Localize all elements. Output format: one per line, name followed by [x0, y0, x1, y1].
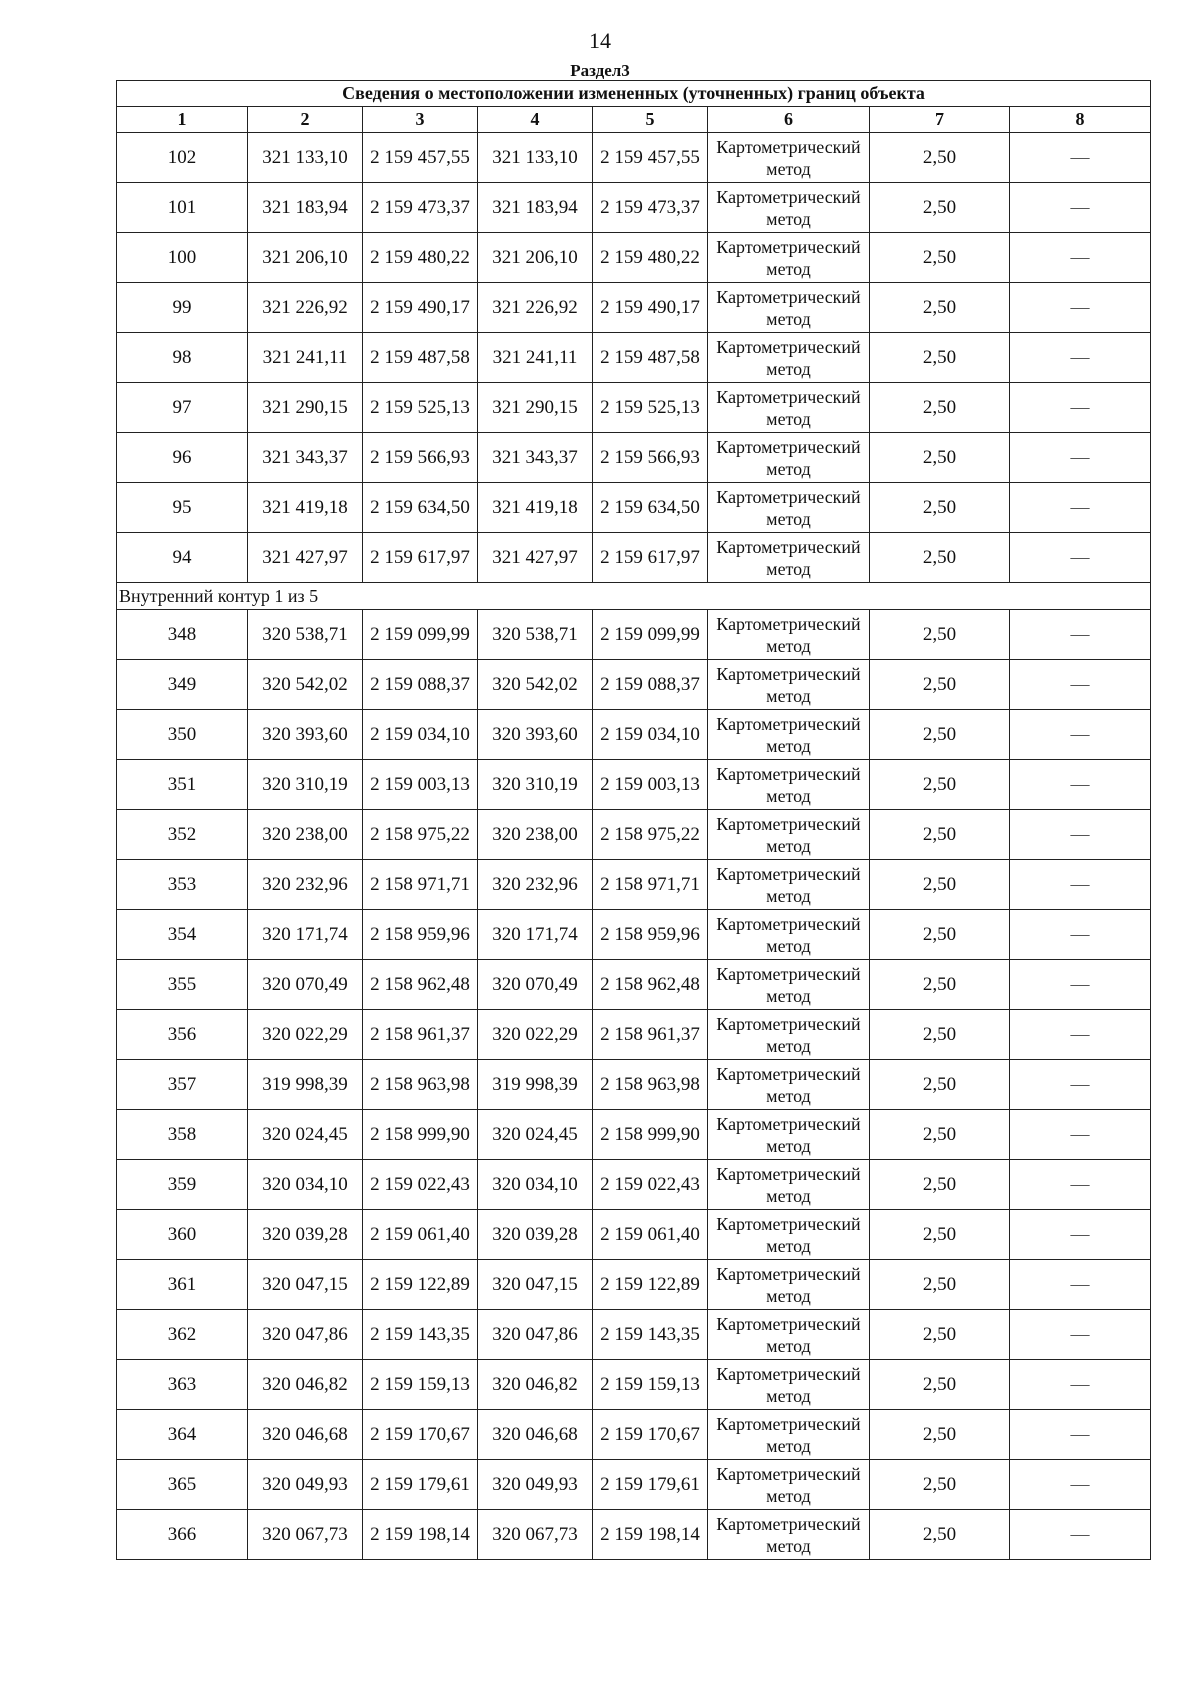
method-cell: Картометрический метод	[708, 233, 870, 283]
x-coordinate-new: 320 393,60	[478, 710, 593, 760]
note-cell: —	[1010, 1460, 1151, 1510]
y-coordinate-new: 2 159 159,13	[593, 1360, 708, 1410]
point-number: 350	[117, 710, 248, 760]
point-number: 362	[117, 1310, 248, 1360]
column-number: 4	[478, 107, 593, 133]
y-coordinate-new: 2 158 962,48	[593, 960, 708, 1010]
method-cell: Картометрический метод	[708, 1060, 870, 1110]
y-coordinate: 2 159 487,58	[363, 333, 478, 383]
y-coordinate-new: 2 158 961,37	[593, 1010, 708, 1060]
x-coordinate-new: 321 419,18	[478, 483, 593, 533]
accuracy-cell: 2,50	[870, 960, 1010, 1010]
accuracy-cell: 2,50	[870, 483, 1010, 533]
y-coordinate-new: 2 159 061,40	[593, 1210, 708, 1260]
y-coordinate: 2 158 959,96	[363, 910, 478, 960]
column-number: 7	[870, 107, 1010, 133]
y-coordinate: 2 159 061,40	[363, 1210, 478, 1260]
point-number: 355	[117, 960, 248, 1010]
note-cell: —	[1010, 283, 1151, 333]
point-number: 96	[117, 433, 248, 483]
point-number: 99	[117, 283, 248, 333]
table-row	[117, 1160, 1151, 1210]
y-coordinate: 2 159 003,13	[363, 760, 478, 810]
x-coordinate-new: 320 238,00	[478, 810, 593, 860]
x-coordinate-new: 321 133,10	[478, 133, 593, 183]
column-number: 3	[363, 107, 478, 133]
y-coordinate: 2 159 143,35	[363, 1310, 478, 1360]
x-coordinate-new: 321 241,11	[478, 333, 593, 383]
table-row	[117, 1110, 1151, 1160]
point-number: 98	[117, 333, 248, 383]
x-coordinate-new: 320 039,28	[478, 1210, 593, 1260]
x-coordinate-new: 320 047,86	[478, 1310, 593, 1360]
point-number: 358	[117, 1110, 248, 1160]
method-cell: Картометрический метод	[708, 383, 870, 433]
note-cell: —	[1010, 610, 1151, 660]
column-number: 5	[593, 107, 708, 133]
x-coordinate-new: 320 070,49	[478, 960, 593, 1010]
point-number: 366	[117, 1510, 248, 1560]
x-coordinate: 320 232,96	[248, 860, 363, 910]
table-row	[117, 860, 1151, 910]
accuracy-cell: 2,50	[870, 183, 1010, 233]
point-number: 359	[117, 1160, 248, 1210]
accuracy-cell: 2,50	[870, 433, 1010, 483]
x-coordinate-new: 320 310,19	[478, 760, 593, 810]
y-coordinate-new: 2 158 999,90	[593, 1110, 708, 1160]
accuracy-cell: 2,50	[870, 1410, 1010, 1460]
x-coordinate: 320 047,86	[248, 1310, 363, 1360]
accuracy-cell: 2,50	[870, 1360, 1010, 1410]
y-coordinate-new: 2 159 457,55	[593, 133, 708, 183]
y-coordinate: 2 159 099,99	[363, 610, 478, 660]
contour-row	[117, 583, 1151, 610]
column-number: 1	[117, 107, 248, 133]
x-coordinate-new: 320 067,73	[478, 1510, 593, 1560]
column-number: 6	[708, 107, 870, 133]
method-cell: Картометрический метод	[708, 1160, 870, 1210]
note-cell: —	[1010, 1010, 1151, 1060]
contour-label: Внутренний контур 1 из 5	[117, 583, 1151, 610]
x-coordinate: 320 039,28	[248, 1210, 363, 1260]
table-row	[117, 660, 1151, 710]
method-cell: Картометрический метод	[708, 1310, 870, 1360]
accuracy-cell: 2,50	[870, 1210, 1010, 1260]
accuracy-cell: 2,50	[870, 133, 1010, 183]
y-coordinate: 2 158 999,90	[363, 1110, 478, 1160]
column-number: 2	[248, 107, 363, 133]
accuracy-cell: 2,50	[870, 233, 1010, 283]
x-coordinate-new: 320 046,68	[478, 1410, 593, 1460]
x-coordinate: 319 998,39	[248, 1060, 363, 1110]
method-cell: Картометрический метод	[708, 910, 870, 960]
y-coordinate: 2 159 457,55	[363, 133, 478, 183]
note-cell: —	[1010, 760, 1151, 810]
table-row	[117, 433, 1151, 483]
point-number: 361	[117, 1260, 248, 1310]
y-coordinate: 2 159 088,37	[363, 660, 478, 710]
x-coordinate: 320 171,74	[248, 910, 363, 960]
accuracy-cell: 2,50	[870, 383, 1010, 433]
x-coordinate-new: 320 046,82	[478, 1360, 593, 1410]
table-row	[117, 533, 1151, 583]
table-row	[117, 1410, 1151, 1460]
point-number: 101	[117, 183, 248, 233]
method-cell: Картометрический метод	[708, 710, 870, 760]
note-cell: —	[1010, 433, 1151, 483]
method-cell: Картометрический метод	[708, 1460, 870, 1510]
method-cell: Картометрический метод	[708, 860, 870, 910]
note-cell: —	[1010, 233, 1151, 283]
accuracy-cell: 2,50	[870, 610, 1010, 660]
accuracy-cell: 2,50	[870, 1310, 1010, 1360]
x-coordinate: 320 047,15	[248, 1260, 363, 1310]
x-coordinate: 320 046,68	[248, 1410, 363, 1460]
note-cell: —	[1010, 1110, 1151, 1160]
table-title: Сведения о местоположении измененных (уточненных) границ объекта	[117, 81, 1151, 107]
table-row	[117, 233, 1151, 283]
table-row	[117, 610, 1151, 660]
point-number: 357	[117, 1060, 248, 1110]
accuracy-cell: 2,50	[870, 1060, 1010, 1110]
method-cell: Картометрический метод	[708, 1210, 870, 1260]
point-number: 352	[117, 810, 248, 860]
point-number: 360	[117, 1210, 248, 1260]
accuracy-cell: 2,50	[870, 283, 1010, 333]
table-row	[117, 383, 1151, 433]
y-coordinate: 2 159 617,97	[363, 533, 478, 583]
y-coordinate: 2 158 961,37	[363, 1010, 478, 1060]
y-coordinate-new: 2 158 971,71	[593, 860, 708, 910]
table-row	[117, 1210, 1151, 1260]
y-coordinate: 2 159 159,13	[363, 1360, 478, 1410]
x-coordinate: 320 046,82	[248, 1360, 363, 1410]
point-number: 364	[117, 1410, 248, 1460]
point-number: 356	[117, 1010, 248, 1060]
accuracy-cell: 2,50	[870, 1260, 1010, 1310]
column-number: 8	[1010, 107, 1151, 133]
y-coordinate: 2 159 566,93	[363, 433, 478, 483]
table-row	[117, 283, 1151, 333]
y-coordinate-new: 2 159 003,13	[593, 760, 708, 810]
accuracy-cell: 2,50	[870, 333, 1010, 383]
y-coordinate-new: 2 159 099,99	[593, 610, 708, 660]
note-cell: —	[1010, 960, 1151, 1010]
note-cell: —	[1010, 810, 1151, 860]
y-coordinate-new: 2 159 143,35	[593, 1310, 708, 1360]
accuracy-cell: 2,50	[870, 1510, 1010, 1560]
y-coordinate-new: 2 159 179,61	[593, 1460, 708, 1510]
x-coordinate-new: 320 024,45	[478, 1110, 593, 1160]
y-coordinate: 2 159 179,61	[363, 1460, 478, 1510]
y-coordinate-new: 2 159 170,67	[593, 1410, 708, 1460]
point-number: 353	[117, 860, 248, 910]
accuracy-cell: 2,50	[870, 1160, 1010, 1210]
accuracy-cell: 2,50	[870, 760, 1010, 810]
point-number: 349	[117, 660, 248, 710]
x-coordinate-new: 320 232,96	[478, 860, 593, 910]
y-coordinate-new: 2 158 975,22	[593, 810, 708, 860]
x-coordinate-new: 320 049,93	[478, 1460, 593, 1510]
column-number-row	[117, 107, 1151, 133]
table-row	[117, 1260, 1151, 1310]
x-coordinate: 321 183,94	[248, 183, 363, 233]
y-coordinate-new: 2 159 617,97	[593, 533, 708, 583]
x-coordinate: 320 024,45	[248, 1110, 363, 1160]
x-coordinate: 320 034,10	[248, 1160, 363, 1210]
note-cell: —	[1010, 483, 1151, 533]
table-row	[117, 333, 1151, 383]
x-coordinate-new: 320 047,15	[478, 1260, 593, 1310]
x-coordinate: 321 419,18	[248, 483, 363, 533]
method-cell: Картометрический метод	[708, 533, 870, 583]
accuracy-cell: 2,50	[870, 660, 1010, 710]
note-cell: —	[1010, 860, 1151, 910]
x-coordinate: 321 241,11	[248, 333, 363, 383]
table-row	[117, 810, 1151, 860]
point-number: 351	[117, 760, 248, 810]
accuracy-cell: 2,50	[870, 810, 1010, 860]
point-number: 354	[117, 910, 248, 960]
method-cell: Картометрический метод	[708, 1360, 870, 1410]
x-coordinate-new: 319 998,39	[478, 1060, 593, 1110]
note-cell: —	[1010, 660, 1151, 710]
point-number: 102	[117, 133, 248, 183]
x-coordinate: 321 133,10	[248, 133, 363, 183]
x-coordinate-new: 321 427,97	[478, 533, 593, 583]
method-cell: Картометрический метод	[708, 483, 870, 533]
y-coordinate-new: 2 159 480,22	[593, 233, 708, 283]
table-row	[117, 760, 1151, 810]
y-coordinate: 2 158 975,22	[363, 810, 478, 860]
x-coordinate: 320 310,19	[248, 760, 363, 810]
y-coordinate-new: 2 159 525,13	[593, 383, 708, 433]
x-coordinate-new: 320 171,74	[478, 910, 593, 960]
page-number: 14	[589, 28, 611, 53]
x-coordinate: 320 022,29	[248, 1010, 363, 1060]
x-coordinate-new: 321 206,10	[478, 233, 593, 283]
x-coordinate: 321 206,10	[248, 233, 363, 283]
point-number: 94	[117, 533, 248, 583]
x-coordinate: 321 343,37	[248, 433, 363, 483]
table-row	[117, 183, 1151, 233]
y-coordinate-new: 2 159 122,89	[593, 1260, 708, 1310]
point-number: 363	[117, 1360, 248, 1410]
y-coordinate: 2 159 490,17	[363, 283, 478, 333]
accuracy-cell: 2,50	[870, 1460, 1010, 1510]
y-coordinate: 2 159 480,22	[363, 233, 478, 283]
table-row	[117, 1460, 1151, 1510]
note-cell: —	[1010, 183, 1151, 233]
y-coordinate-new: 2 158 959,96	[593, 910, 708, 960]
method-cell: Картометрический метод	[708, 1010, 870, 1060]
y-coordinate-new: 2 159 088,37	[593, 660, 708, 710]
point-number: 348	[117, 610, 248, 660]
method-cell: Картометрический метод	[708, 433, 870, 483]
x-coordinate: 320 538,71	[248, 610, 363, 660]
accuracy-cell: 2,50	[870, 1010, 1010, 1060]
point-number: 97	[117, 383, 248, 433]
y-coordinate: 2 159 634,50	[363, 483, 478, 533]
y-coordinate-new: 2 158 963,98	[593, 1060, 708, 1110]
y-coordinate-new: 2 159 634,50	[593, 483, 708, 533]
y-coordinate-new: 2 159 490,17	[593, 283, 708, 333]
y-coordinate-new: 2 159 198,14	[593, 1510, 708, 1560]
accuracy-cell: 2,50	[870, 860, 1010, 910]
table-row	[117, 1010, 1151, 1060]
y-coordinate: 2 159 198,14	[363, 1510, 478, 1560]
y-coordinate: 2 159 022,43	[363, 1160, 478, 1210]
x-coordinate-new: 321 290,15	[478, 383, 593, 433]
y-coordinate-new: 2 159 487,58	[593, 333, 708, 383]
x-coordinate: 320 542,02	[248, 660, 363, 710]
table-row	[117, 133, 1151, 183]
table-row	[117, 710, 1151, 760]
point-number: 95	[117, 483, 248, 533]
note-cell: —	[1010, 1360, 1151, 1410]
x-coordinate-new: 320 034,10	[478, 1160, 593, 1210]
table-row	[117, 1060, 1151, 1110]
note-cell: —	[1010, 1260, 1151, 1310]
note-cell: —	[1010, 710, 1151, 760]
method-cell: Картометрический метод	[708, 333, 870, 383]
x-coordinate: 320 238,00	[248, 810, 363, 860]
note-cell: —	[1010, 1410, 1151, 1460]
method-cell: Картометрический метод	[708, 610, 870, 660]
note-cell: —	[1010, 910, 1151, 960]
y-coordinate: 2 159 170,67	[363, 1410, 478, 1460]
x-coordinate: 320 393,60	[248, 710, 363, 760]
method-cell: Картометрический метод	[708, 1110, 870, 1160]
method-cell: Картометрический метод	[708, 283, 870, 333]
accuracy-cell: 2,50	[870, 1110, 1010, 1160]
note-cell: —	[1010, 1310, 1151, 1360]
x-coordinate-new: 320 538,71	[478, 610, 593, 660]
method-cell: Картометрический метод	[708, 660, 870, 710]
x-coordinate-new: 320 022,29	[478, 1010, 593, 1060]
x-coordinate: 320 067,73	[248, 1510, 363, 1560]
x-coordinate: 321 290,15	[248, 383, 363, 433]
table-row	[117, 1510, 1151, 1560]
y-coordinate-new: 2 159 566,93	[593, 433, 708, 483]
x-coordinate-new: 321 226,92	[478, 283, 593, 333]
y-coordinate: 2 158 963,98	[363, 1060, 478, 1110]
y-coordinate-new: 2 159 034,10	[593, 710, 708, 760]
y-coordinate: 2 159 525,13	[363, 383, 478, 433]
method-cell: Картометрический метод	[708, 960, 870, 1010]
table-row	[117, 1310, 1151, 1360]
method-cell: Картометрический метод	[708, 1510, 870, 1560]
note-cell: —	[1010, 1060, 1151, 1110]
x-coordinate: 320 070,49	[248, 960, 363, 1010]
note-cell: —	[1010, 1510, 1151, 1560]
section-title: Раздел3	[570, 61, 630, 80]
y-coordinate: 2 159 473,37	[363, 183, 478, 233]
x-coordinate: 320 049,93	[248, 1460, 363, 1510]
note-cell: —	[1010, 1210, 1151, 1260]
note-cell: —	[1010, 133, 1151, 183]
y-coordinate-new: 2 159 473,37	[593, 183, 708, 233]
table-row	[117, 483, 1151, 533]
x-coordinate-new: 321 183,94	[478, 183, 593, 233]
method-cell: Картометрический метод	[708, 133, 870, 183]
y-coordinate-new: 2 159 022,43	[593, 1160, 708, 1210]
method-cell: Картометрический метод	[708, 183, 870, 233]
note-cell: —	[1010, 333, 1151, 383]
y-coordinate: 2 159 122,89	[363, 1260, 478, 1310]
note-cell: —	[1010, 1160, 1151, 1210]
y-coordinate: 2 158 962,48	[363, 960, 478, 1010]
note-cell: —	[1010, 383, 1151, 433]
table-row	[117, 960, 1151, 1010]
table-row	[117, 910, 1151, 960]
y-coordinate: 2 159 034,10	[363, 710, 478, 760]
boundary-table	[116, 80, 1151, 1560]
x-coordinate-new: 321 343,37	[478, 433, 593, 483]
table-body	[117, 133, 1151, 1560]
x-coordinate: 321 226,92	[248, 283, 363, 333]
accuracy-cell: 2,50	[870, 533, 1010, 583]
x-coordinate: 321 427,97	[248, 533, 363, 583]
x-coordinate-new: 320 542,02	[478, 660, 593, 710]
method-cell: Картометрический метод	[708, 810, 870, 860]
accuracy-cell: 2,50	[870, 710, 1010, 760]
y-coordinate: 2 158 971,71	[363, 860, 478, 910]
point-number: 100	[117, 233, 248, 283]
table-row	[117, 1360, 1151, 1410]
note-cell: —	[1010, 533, 1151, 583]
accuracy-cell: 2,50	[870, 910, 1010, 960]
method-cell: Картометрический метод	[708, 1410, 870, 1460]
point-number: 365	[117, 1460, 248, 1510]
method-cell: Картометрический метод	[708, 1260, 870, 1310]
method-cell: Картометрический метод	[708, 760, 870, 810]
